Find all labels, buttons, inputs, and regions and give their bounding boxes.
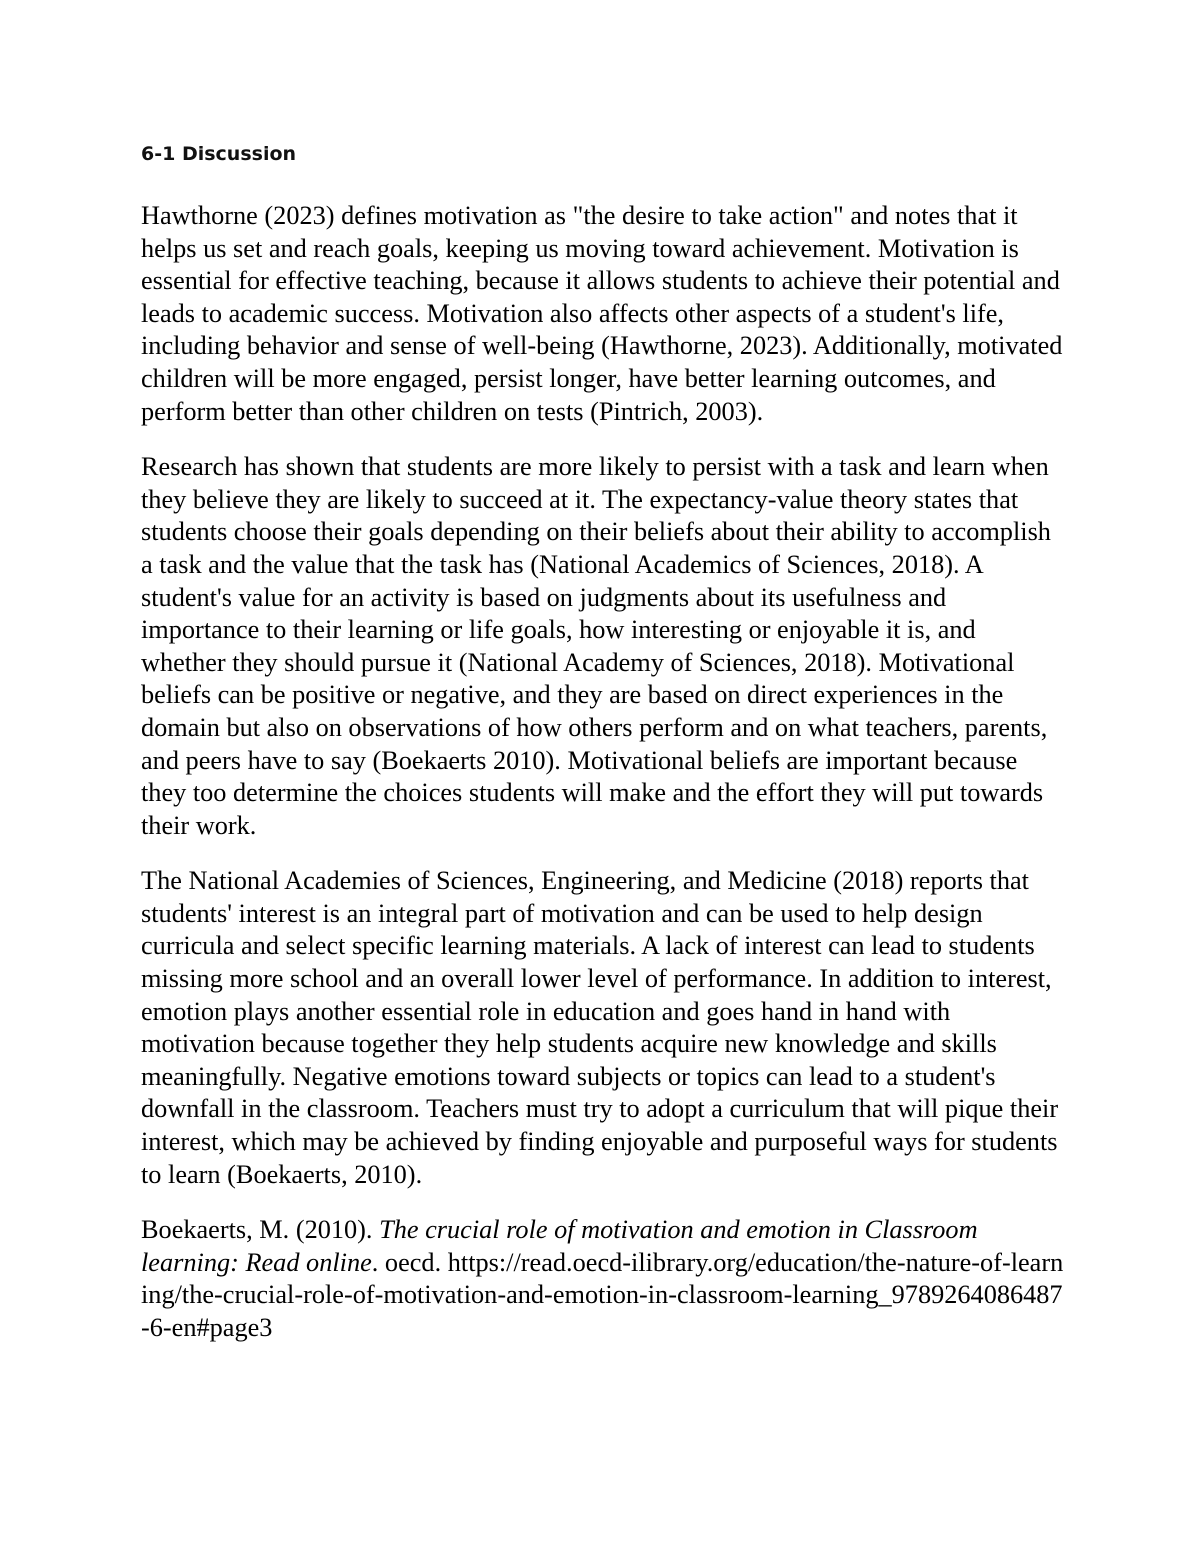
document-body	[141, 200, 1066, 1368]
paragraph-2: Research has shown that students are more likely to persist with a task and learn when they believe they are likely to succeed at it. The expectancy-value theory states that students choose their goals depending on their beliefs about their ability to accomplish a task and the value that the task has (National Academics of Sciences, 2018). A student's value for an activity is based on judgments about its usefulness and importance to their learning or life goals, how interesting or enjoyable it is, and whether they should pursue it (National Academy of Sciences, 2018). Motivational beliefs can be positive or negative, and they are based on direct experiences in the domain but also on observations of how others perform and on what teachers, parents, and peers have to say (Boekaerts 2010). Motivational beliefs are important because they too determine the choices students will make and the effort they will put towards their work.	[141, 452, 1051, 840]
reference-publisher: . oecd.	[371, 1247, 442, 1277]
reference-url[interactable]: https://read.oecd-ilibrary.org/education/the-nature-of-learning/the-crucial-role-of-motivation-and-emotion-in-classroom-learning_9789264086487-6-en#page3	[141, 1247, 1064, 1342]
reference-entry	[141, 1214, 1066, 1344]
reference-author-year: Boekaerts, M. (2010).	[141, 1215, 373, 1245]
paragraph-3: The National Academies of Sciences, Engineering, and Medicine (2018) reports that students' interest is an integral part of motivation and can be used to help design curricula and select specific learning materials. A lack of interest can lead to students missing more school and an overall lower level of performance. In addition to interest, emotion plays another essential role in education and goes hand in hand with motivation because together they help students acquire new knowledge and skills meaningfully. Negative emotions toward subjects or topics can lead to a student's downfall in the classroom. Teachers must try to adopt a curriculum that will pique their interest, which may be achieved by finding enjoyable and purposeful ways for students to learn (Boekaerts, 2010).	[141, 866, 1059, 1189]
page-title: 6-1 Discussion	[141, 143, 297, 165]
paragraph-1: Hawthorne (2023) defines motivation as "the desire to take action" and notes that it helps us set and reach goals, keeping us moving toward achievement. Motivation is essential for effective teaching, because it allows students to achieve their potential and leads to academic success. Motivation also affects other aspects of a student's life, including behavior and sense of well-being (Hawthorne, 2023). Additionally, motivated children will be more engaged, persist longer, have better learning outcomes, and perform better than other children on tests (Pintrich, 2003).	[141, 201, 1063, 426]
reference-title: The crucial role of motivation and emotion in Classroom learning: Read online	[141, 1215, 978, 1277]
